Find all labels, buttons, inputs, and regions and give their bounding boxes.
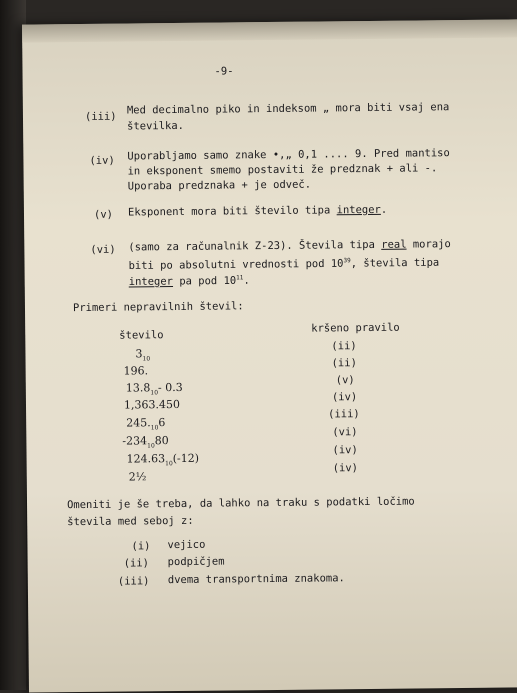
keyword-integer: integer	[128, 275, 174, 288]
table-row-number: $3_{10}$	[135, 347, 151, 363]
table-row-rule: (iii)	[328, 408, 360, 421]
rule-text: številka.	[127, 119, 185, 133]
rule-label: (iv)	[89, 154, 115, 167]
table-row-rule: (ii)	[331, 340, 357, 353]
table-row-number: 196.	[123, 364, 149, 378]
table-row-number: $245._{10}6$	[126, 416, 166, 432]
rule-label: (vi)	[90, 243, 116, 256]
table-row-rule: (vi)	[332, 426, 358, 439]
page-number: -9-	[214, 65, 234, 78]
table-row-rule: (ii)	[331, 357, 357, 370]
rule-text-part: pa pod 10	[172, 274, 237, 288]
rule-text-part: , števila tipa	[350, 256, 440, 270]
table-row-number: $-234_{10}80$	[122, 434, 169, 450]
table-row-number: $124.63_{10}(-12)$	[126, 451, 200, 468]
rule-text: in eksponent smemo postaviti že predznak + ali -.	[127, 162, 438, 178]
table-row-number: 1,363.450	[123, 397, 181, 412]
keyword-real: real	[381, 238, 407, 251]
page-top-edge	[22, 19, 517, 42]
rule-label: (v)	[93, 208, 114, 221]
rule-text: Med decimalno piko in indeksom „ mora biti vsaj ena	[126, 101, 450, 117]
list-item: dvema transportnima znakoma.	[167, 572, 345, 587]
rule-text	[128, 237, 451, 254]
document-page	[22, 19, 517, 692]
rule-label: (iii)	[84, 110, 117, 123]
table-row-rule: (v)	[335, 374, 355, 387]
column-header-rule: kršeno pravilo	[311, 321, 400, 335]
rule-text-part: biti po absolutni vrednosti pod 10	[128, 257, 344, 272]
rule-text: Uporaba predznaka + je odveč.	[127, 178, 312, 193]
list-label: (ii)	[123, 557, 150, 570]
note-text: števila med seboj z:	[67, 514, 194, 529]
rule-text-part: .	[243, 274, 250, 287]
rule-text	[128, 253, 439, 273]
keyword-integer: integer	[336, 203, 381, 217]
section-heading: Primeri nepravilnih števil:	[72, 300, 244, 315]
list-item: podpičjem	[167, 555, 225, 569]
rule-text-part: (samo za računalnik Z-23). Števila tipa	[128, 238, 382, 254]
list-label: (iii)	[117, 575, 150, 588]
rule-text-part: morajo	[406, 238, 451, 251]
exponent: 11	[236, 274, 244, 282]
rule-text: Uporabljamo samo znake •,„ 0,1 .... 9. Pred mantiso	[127, 147, 450, 163]
rule-text-part: .	[380, 203, 388, 216]
table-row-rule: (iv)	[332, 462, 359, 475]
exponent: 39	[343, 257, 351, 265]
table-row-rule: (iv)	[332, 444, 358, 457]
table-row-number: $13.8_{10}-$ 0.3	[125, 380, 183, 397]
rule-text-part: Eksponent mora biti število tipa	[127, 204, 337, 219]
table-row-rule: (iv)	[331, 391, 358, 404]
list-label: (i)	[131, 540, 151, 553]
rule-text	[128, 203, 387, 220]
list-item: vejico	[167, 538, 206, 552]
column-header-number: število	[119, 329, 164, 342]
table-row-number: 2½	[128, 470, 147, 484]
note-text: Omeniti je še treba, da lahko na traku s podatki ločimo	[66, 495, 415, 512]
rule-text	[129, 271, 250, 289]
